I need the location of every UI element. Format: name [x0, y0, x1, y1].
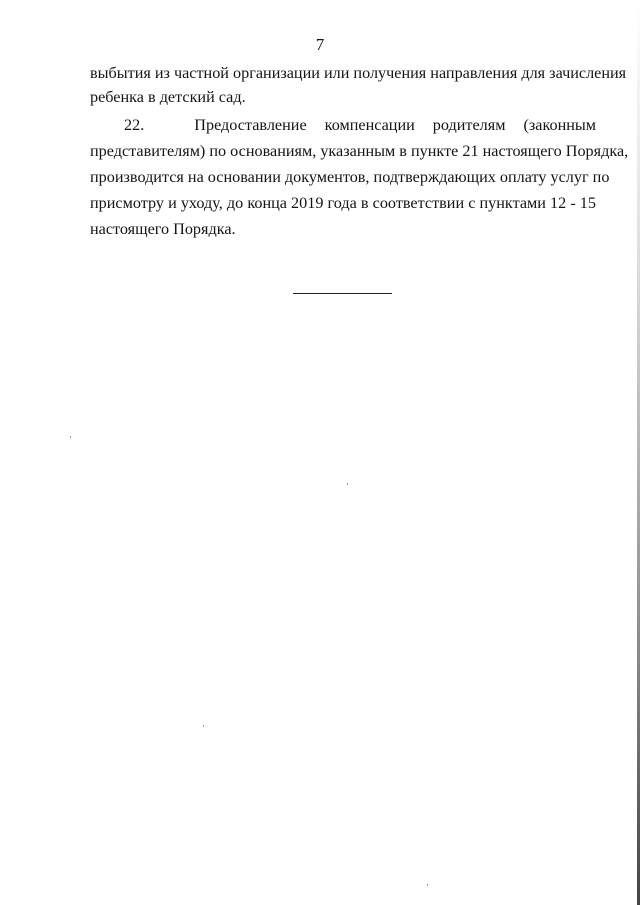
- paragraph-22-line-4: присмотру и уходу, до конца 2019 года в соответствии с пунктами 12 - 15: [90, 194, 596, 212]
- paragraph-22-line-3: производится на основании документов, подтверждающих оплату услуг по: [90, 168, 610, 186]
- paragraph-continuation-line-1: выбытия из частной организации или получения направления для зачисления: [90, 64, 627, 82]
- paragraph-continuation-line-2: ребенка в детский сад.: [90, 88, 246, 106]
- scan-speck: [347, 483, 348, 485]
- paragraph-22-line-1: [124, 114, 596, 136]
- paragraph-22-number: 22.: [124, 116, 145, 134]
- scan-speck: [70, 436, 71, 438]
- scan-speck: [427, 884, 428, 886]
- paragraph-22-line-2: представителям) по основаниям, указанным в пункте 21 настоящего Порядка,: [90, 142, 629, 160]
- paragraph-22-line-1-text: Предоставление компенсации родителям (законным: [194, 116, 597, 134]
- paragraph-22-line-5: настоящего Порядка.: [90, 220, 236, 238]
- scan-speck: [203, 725, 204, 727]
- closing-separator-line: [293, 293, 392, 294]
- page-number: 7: [315, 35, 325, 54]
